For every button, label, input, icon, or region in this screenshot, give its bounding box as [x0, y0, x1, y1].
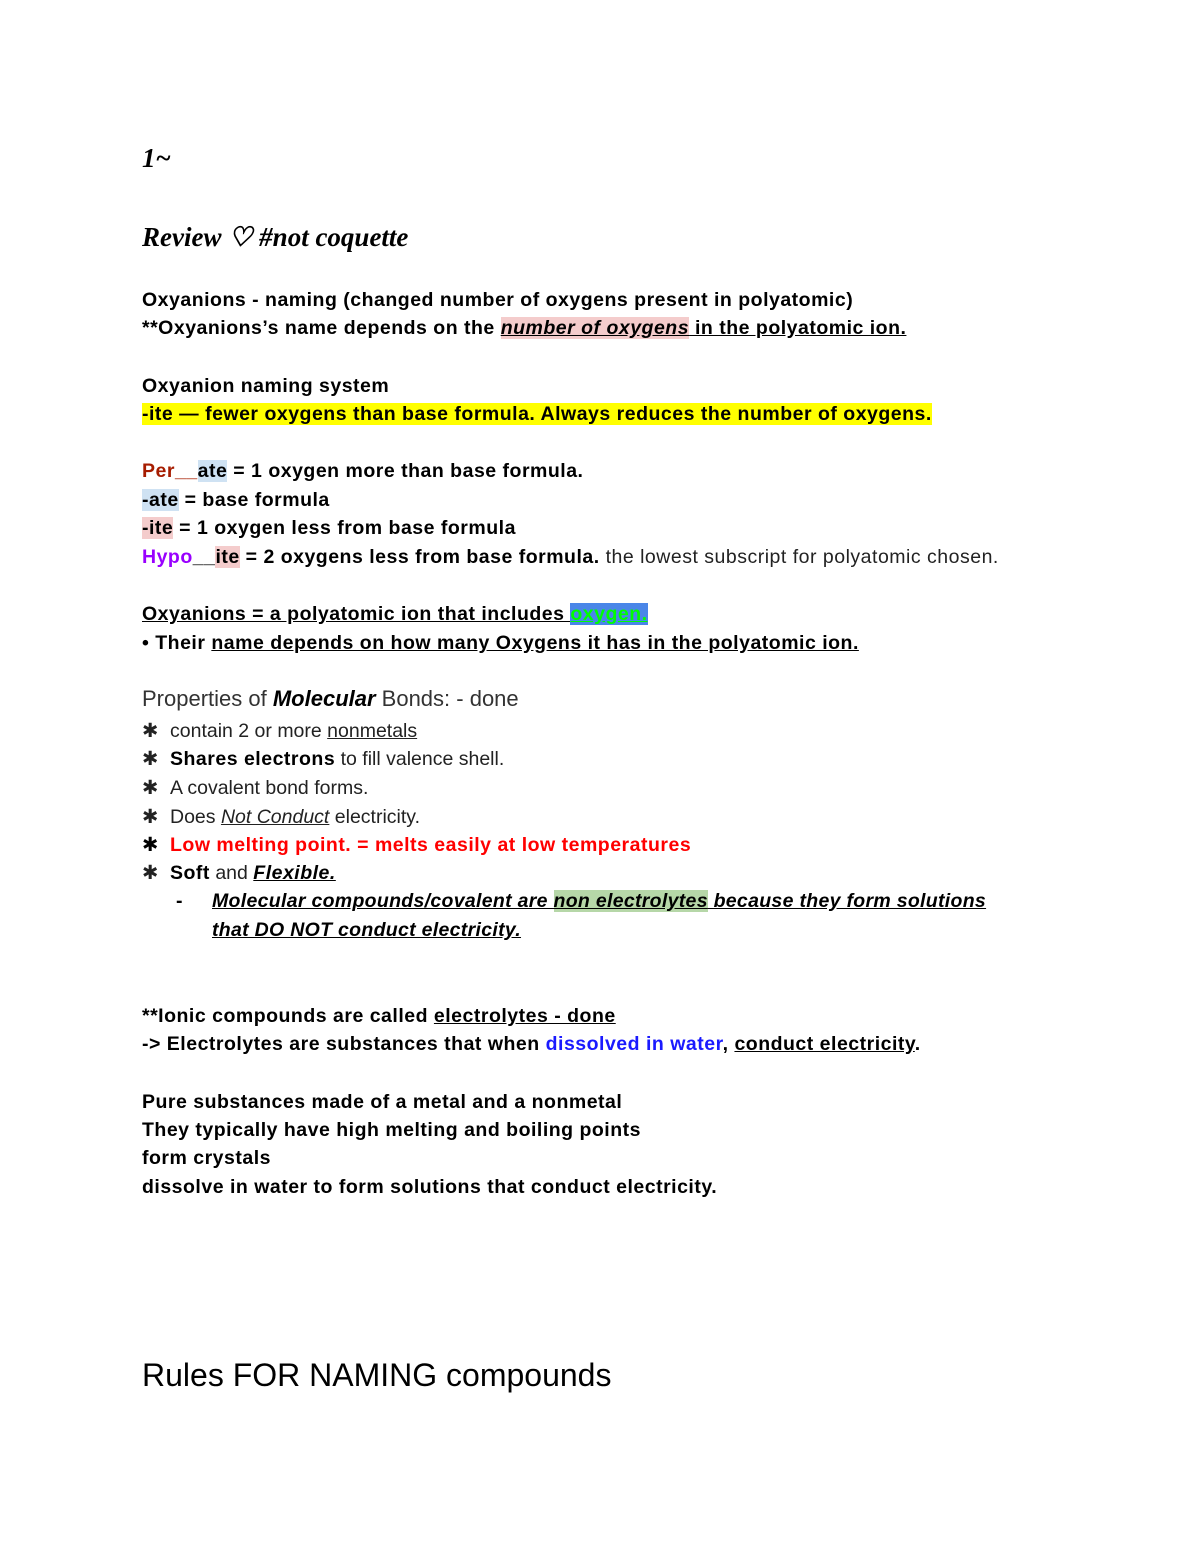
naming-system-title: Oxyanion naming system [142, 375, 390, 397]
molecular-bonds-title: Properties of Molecular Bonds: - done [142, 686, 519, 711]
oxyanions-naming-line: Oxyanions - naming (changed number of oxygens present in polyatomic) [142, 289, 854, 311]
asterisk-bullet-icon: ✱ [142, 834, 159, 856]
ite-fewer-line: -ite — fewer oxygens than base formula. Always reduces the number of oxygens. [142, 403, 932, 425]
ionic-electrolytes-line: **Ionic compounds are called electrolytes - done [142, 1005, 616, 1027]
electrolytes-definition: -> Electrolytes are substances that when dissolved in water, conduct electricity. [142, 1033, 921, 1055]
review-title: Review ♡ #not coquette [142, 222, 409, 252]
naming-rules-heading: Rules FOR NAMING compounds [142, 1357, 612, 1393]
molecular-bullet-2: ✱ Shares electrons to fill valence shell. [142, 748, 505, 770]
per-ate-rule: Per__ate = 1 oxygen more than base formula. [142, 460, 584, 482]
hypo-ite-rule: Hypo__ite = 2 oxygens less from base formula. the lowest subscript for polyatomic chosen. [142, 546, 999, 568]
non-electrolytes-line-2: that DO NOT conduct electricity. [212, 919, 522, 941]
oxyanion-definition: Oxyanions = a polyatomic ion that includes oxygen. [142, 603, 648, 625]
ionic-property-1: Pure substances made of a metal and a nonmetal [142, 1091, 623, 1113]
molecular-bullet-1: ✱ contain 2 or more nonmetals [142, 720, 418, 742]
ionic-property-4: dissolve in water to form solutions that conduct electricity. [142, 1176, 718, 1198]
ionic-property-2: They typically have high melting and boiling points [142, 1119, 641, 1141]
asterisk-bullet-icon: ✱ [142, 862, 159, 884]
sub-dash: - [176, 890, 183, 912]
highlight-oxygen: oxygen. [570, 603, 648, 625]
oxyanion-name-bullet: • Their name depends on how many Oxygens it has in the polyatomic ion. [142, 632, 859, 654]
ionic-property-3: form crystals [142, 1147, 271, 1169]
molecular-bullet-6: ✱ Soft and Flexible. [142, 862, 336, 884]
asterisk-bullet-icon: ✱ [142, 777, 159, 799]
page-number: 1~ [142, 143, 171, 173]
ate-rule: -ate = base formula [142, 489, 330, 511]
non-electrolytes-line: Molecular compounds/covalent are non electrolytes because they form solutions [212, 890, 987, 912]
oxyanions-name-depends-line: **Oxyanions’s name depends on the number of oxygens in the polyatomic ion. [142, 317, 907, 339]
ite-rule: -ite = 1 oxygen less from base formula [142, 517, 516, 539]
asterisk-bullet-icon: ✱ [142, 806, 159, 828]
molecular-bullet-3: ✱ A covalent bond forms. [142, 777, 369, 799]
molecular-bullet-5: ✱ Low melting point. = melts easily at low temperatures [142, 834, 692, 856]
highlight-non-electrolytes: non electrolytes [553, 890, 708, 912]
asterisk-bullet-icon: ✱ [142, 748, 159, 770]
highlight-number-of-oxygens: number of oxygens [500, 317, 690, 339]
asterisk-bullet-icon: ✱ [142, 720, 159, 742]
molecular-bullet-4: ✱ Does Not Conduct electricity. [142, 806, 421, 828]
